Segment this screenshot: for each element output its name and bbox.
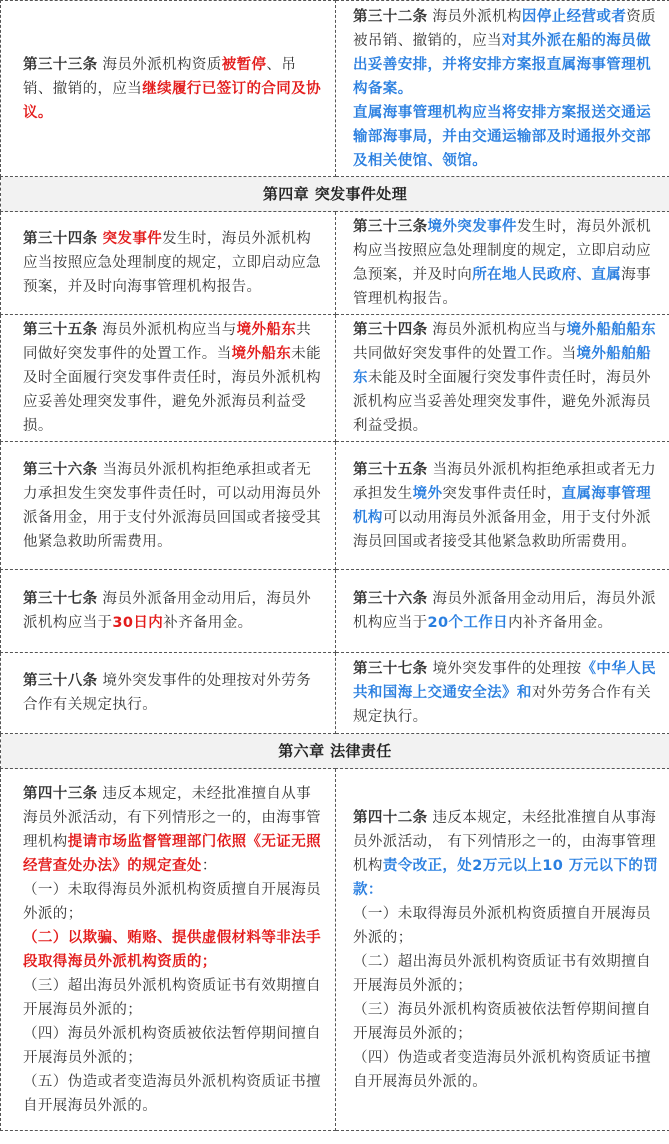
text-span: 资质被吊销、撤销的，应当 bbox=[353, 8, 657, 49]
revised-article-cell bbox=[336, 212, 669, 315]
text-span: （一）未取得海员外派机构资质擅自开展海员外派的； bbox=[23, 881, 321, 922]
text-span: （三）超出海员外派机构资质证书有效期擅自开展海员外派的； bbox=[23, 977, 321, 1018]
article-paragraph bbox=[23, 669, 325, 717]
text-span: 海员外派机构资质 bbox=[97, 56, 222, 73]
added-text-highlight: 20个工作日 bbox=[427, 615, 509, 631]
text-span: 当海员外派机构拒绝承担或者无力承担发生 bbox=[353, 461, 657, 502]
article-number: 第三十六条 bbox=[23, 461, 98, 478]
text-span: 违反本规定，未经批准擅自从事海员外派活动， 有下列情形之一的，由海事管理机构 bbox=[353, 809, 657, 874]
text-span: （四）海员外派机构资质被依法暂停期间擅自开展海员外派的； bbox=[23, 1025, 321, 1066]
chapter-row bbox=[1, 734, 669, 769]
article-paragraph bbox=[353, 902, 661, 950]
removed-text-highlight: 被暂停 bbox=[221, 56, 267, 73]
original-article-cell bbox=[1, 653, 336, 734]
article-paragraph bbox=[23, 1022, 325, 1070]
article-paragraph bbox=[353, 458, 661, 554]
article-number: 第三十八条 bbox=[23, 673, 98, 689]
article-paragraph bbox=[353, 5, 661, 101]
added-text-highlight: 对其外派在船的海员做出妥善安排，并将安排方案报直属海事管理机构备案。 bbox=[353, 32, 651, 97]
article-comparison-row bbox=[1, 212, 669, 315]
text-span: 可以动用海员外派备用金，用于支付外派海员回国或者接受其他紧急救助所需费用。 bbox=[353, 509, 652, 550]
article-paragraph bbox=[353, 318, 661, 438]
text-span: 海员外派备用金动用后，海员外派机构应当于 bbox=[353, 591, 657, 631]
article-number: 第三十七条 bbox=[23, 591, 98, 607]
article-number: 第三十六条 bbox=[353, 591, 428, 607]
text-span: （五）伪造或者变造海员外派机构资质证书擅自开展海员外派的。 bbox=[23, 1073, 321, 1114]
text-span: ： bbox=[201, 857, 217, 874]
original-article-cell bbox=[1, 769, 336, 1131]
text-span: 海员外派机构 bbox=[427, 8, 522, 25]
article-comparison-row bbox=[1, 769, 669, 1131]
article-number: 第三十四条 bbox=[353, 322, 428, 338]
text-span: 海员外派备用金动用后，海员外派机构应当于 bbox=[23, 591, 312, 631]
text-span: 突发事件责任时， bbox=[442, 485, 562, 502]
added-text-highlight: 境外船舶船东 bbox=[566, 322, 657, 338]
article-paragraph bbox=[23, 587, 325, 635]
original-article-cell bbox=[1, 442, 336, 570]
text-span: 未能及时全面履行突发事件责任时，海员外派机构应当妥善处理突发事件，避免外派海员利益受损。 bbox=[353, 370, 652, 434]
text-span: 境外突发事件的处理按对外劳务合作有关规定执行。 bbox=[23, 673, 312, 713]
article-number: 第三十四条 bbox=[23, 231, 98, 247]
article-comparison-row bbox=[1, 1, 669, 177]
text-span: 共同做好突发事件的处置工作。当 bbox=[23, 322, 312, 362]
text-span: 发生时，海员外派机构应当按照应急处理制度的规定，立即启动应急预案，并及时向海事管理机构报告。 bbox=[23, 231, 321, 295]
original-article-cell bbox=[1, 212, 336, 315]
article-paragraph bbox=[353, 215, 661, 311]
article-paragraph bbox=[23, 974, 325, 1022]
original-article-cell bbox=[1, 1, 336, 177]
article-number: 第三十五条 bbox=[353, 461, 428, 478]
added-text-highlight: 《中华人民共和国海上交通安全法》和 bbox=[353, 661, 657, 701]
added-text-highlight: 直属海事管理机构应当将安排方案报送交通运输部海事局，并由交通运输部及时通报外交部及相关使馆、领馆。 bbox=[353, 104, 651, 169]
article-number: 第四十三条 bbox=[23, 785, 98, 802]
article-paragraph bbox=[353, 950, 661, 998]
added-text-highlight: 所在地人民政府、直属 bbox=[472, 267, 622, 283]
article-paragraph bbox=[353, 1046, 661, 1094]
article-comparison-row bbox=[1, 570, 669, 653]
removed-text-highlight: 继续履行已签订的合同及协议。 bbox=[23, 80, 322, 121]
removed-text-highlight: 提请市场监督管理部门依照《无证无照经营查处办法》的规定查处 bbox=[23, 833, 322, 874]
article-number: 第三十七条 bbox=[353, 661, 428, 677]
text-span: 当海员外派机构拒绝承担或者无力承担发生突发事件责任时，可以动用海员外派备用金，用于支付外派海员回国或者接受其他紧急救助所需费用。 bbox=[23, 461, 321, 550]
added-text-highlight: 境外船舶船东 bbox=[353, 346, 651, 386]
text-span: 补齐备用金。 bbox=[163, 615, 253, 631]
article-paragraph bbox=[353, 101, 661, 173]
article-paragraph bbox=[23, 926, 325, 974]
revised-article-cell bbox=[336, 769, 669, 1131]
article-comparison-row bbox=[1, 653, 669, 734]
removed-text-highlight: 境外船东 bbox=[231, 346, 292, 362]
text-span: 、吊销、撤销的，应当 bbox=[23, 56, 297, 97]
original-article-cell bbox=[1, 570, 336, 653]
article-paragraph bbox=[353, 998, 661, 1046]
added-text-highlight: 直属海事管理机构 bbox=[353, 485, 652, 526]
text-span: 共同做好突发事件的处置工作。当 bbox=[353, 346, 577, 362]
text-span: （二）超出海员外派机构资质证书有效期擅自开展海员外派的； bbox=[353, 953, 651, 994]
text-span: 海员外派机构应当与 bbox=[427, 322, 567, 338]
revised-article-cell bbox=[336, 315, 669, 442]
removed-text-highlight: 突发事件 bbox=[102, 231, 163, 247]
article-paragraph bbox=[353, 657, 661, 729]
text-span: 境外突发事件的处理按 bbox=[427, 661, 582, 677]
text-span: 未能及时全面履行突发事件责任时，海员外派机构应妥善处理突发事件，避免外派海员利益受损。 bbox=[23, 346, 322, 434]
chapter-row bbox=[1, 177, 669, 212]
removed-text-highlight: （二）以欺骗、贿赂、提供虚假材料等非法手段取得海员外派机构资质的； bbox=[23, 929, 321, 970]
removed-text-highlight: 境外船东 bbox=[236, 322, 297, 338]
original-article-cell bbox=[1, 315, 336, 442]
text-span: 内补齐备用金。 bbox=[508, 615, 613, 631]
text-span: 海员外派机构应当与 bbox=[97, 322, 237, 338]
article-comparison-row bbox=[1, 315, 669, 442]
text-span: （三）海员外派机构资质被依法暂停期间擅自开展海员外派的； bbox=[353, 1001, 651, 1042]
article-number: 第三十五条 bbox=[23, 322, 98, 338]
article-number: 第三十三条 bbox=[23, 56, 98, 73]
text-span: 违反本规定，未经批准擅自从事海员外派活动，有下列情形之一的，由海事管理机构 bbox=[23, 785, 321, 850]
article-paragraph bbox=[23, 53, 325, 125]
comparison-table-body bbox=[1, 1, 669, 1131]
revised-article-cell bbox=[336, 1, 669, 177]
article-number: 第三十二条 bbox=[353, 8, 428, 25]
revised-article-cell bbox=[336, 570, 669, 653]
text-span: 对外劳务合作有关规定执行。 bbox=[353, 685, 652, 725]
text-span: 发生时，海员外派机构应当按照应急处理制度的规定，立即启动应急预案，并及时向 bbox=[353, 219, 652, 283]
article-paragraph bbox=[23, 878, 325, 926]
revised-article-cell bbox=[336, 653, 669, 734]
revised-article-cell bbox=[336, 442, 669, 570]
article-paragraph bbox=[23, 458, 325, 554]
article-paragraph bbox=[23, 1070, 325, 1118]
text-span: （一）未取得海员外派机构资质擅自开展海员外派的； bbox=[353, 905, 651, 946]
article-number: 第四十二条 bbox=[353, 809, 428, 826]
article-number: 第三十三条 bbox=[353, 219, 428, 235]
text-span: 海事管理机构报告。 bbox=[353, 267, 652, 307]
removed-text-highlight: 30日内 bbox=[112, 615, 164, 631]
added-text-highlight: 境外 bbox=[412, 485, 443, 502]
article-paragraph bbox=[23, 227, 325, 299]
chapter-heading: 第六章 法律责任 bbox=[1, 734, 669, 769]
article-paragraph bbox=[23, 318, 325, 438]
added-text-highlight: 责令改正，处2万元以上10 万元以下的罚款： bbox=[353, 857, 659, 898]
added-text-highlight: 境外突发事件 bbox=[427, 219, 517, 235]
chapter-heading: 第四章 突发事件处理 bbox=[1, 177, 669, 212]
article-paragraph bbox=[23, 782, 325, 878]
article-comparison-row bbox=[1, 442, 669, 570]
article-paragraph bbox=[353, 587, 661, 635]
added-text-highlight: 因停止经营或者 bbox=[521, 8, 627, 25]
text-span: （四）伪造或者变造海员外派机构资质证书擅自开展海员外派的。 bbox=[353, 1049, 651, 1090]
article-paragraph bbox=[353, 806, 661, 902]
